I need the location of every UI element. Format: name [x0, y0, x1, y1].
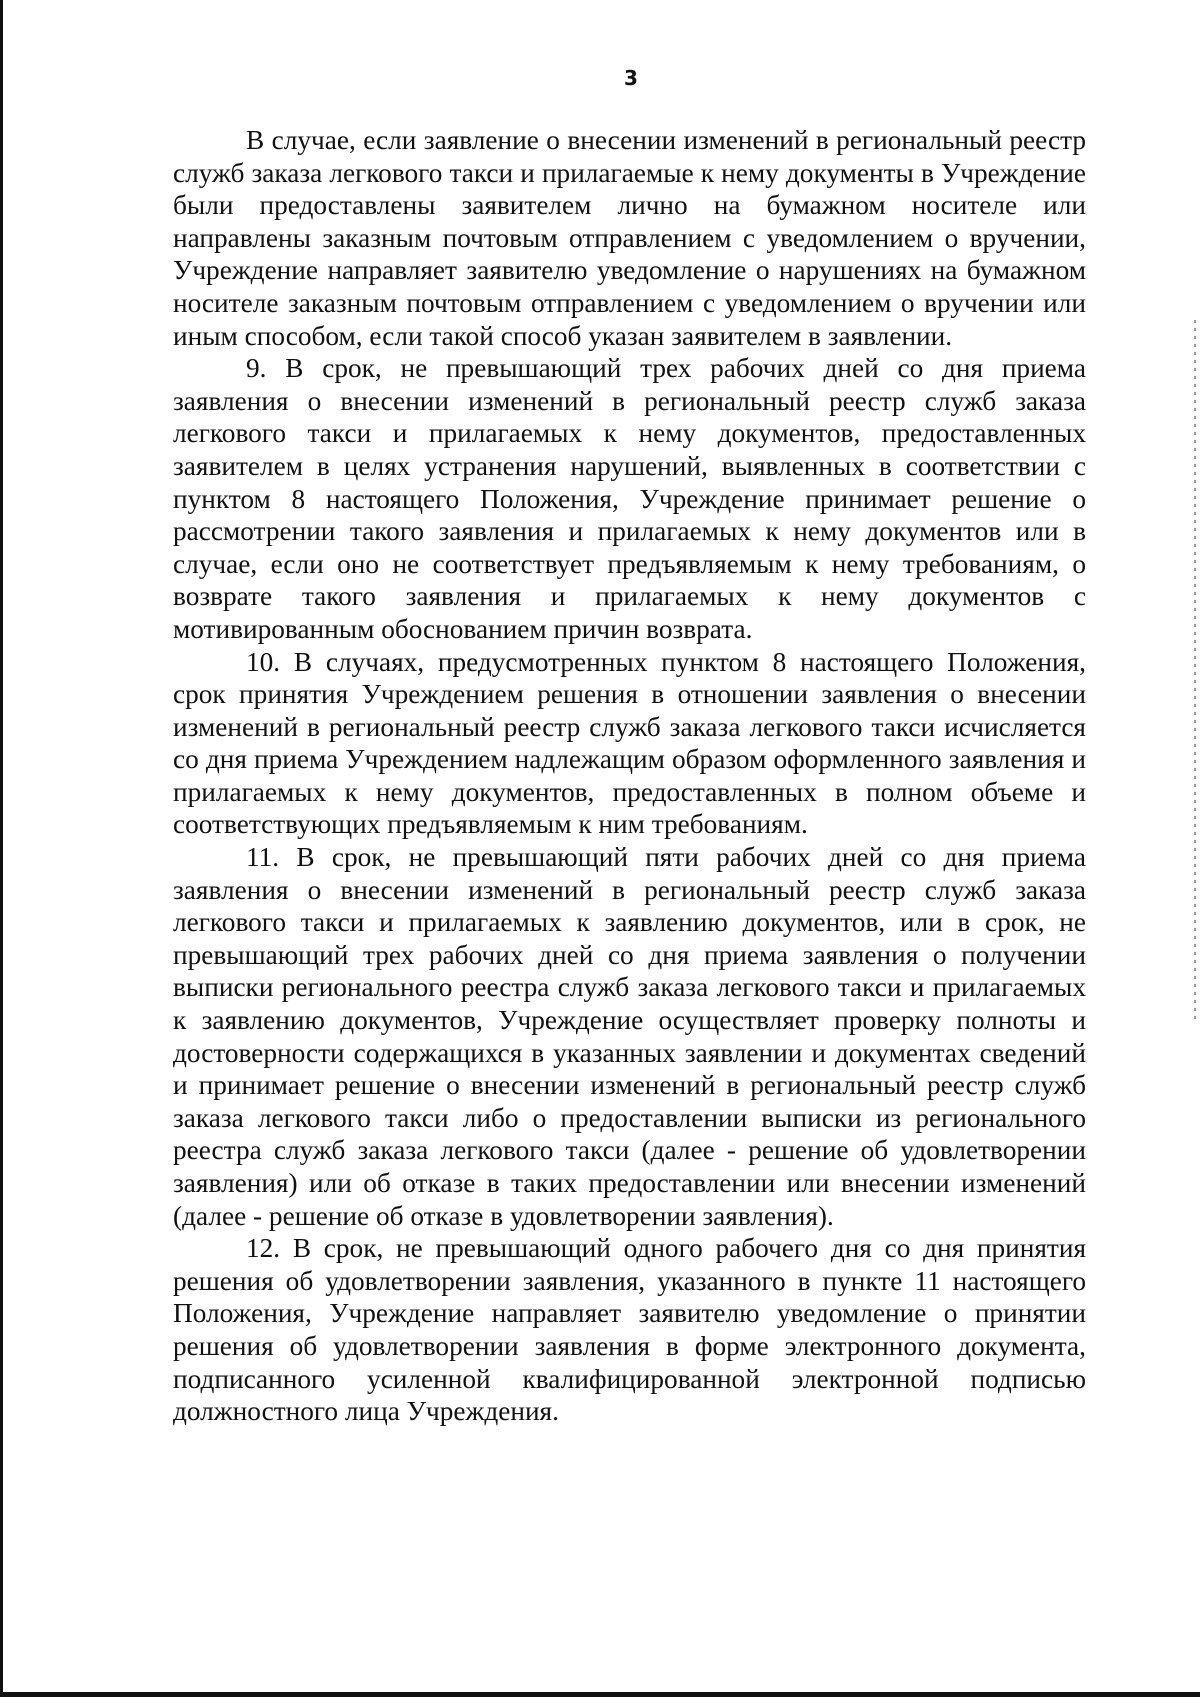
document-body	[173, 124, 1086, 1428]
paragraph-notification: В случае, если заявление о внесении изменений в региональный реестр служб заказа легкового такси и прилагаемые к нему документы в Учреждение были предоставлены заявителем лично на бумажном носителе или направлены заказным почтовым отправлением с уведомлением о вручении, Учреждение направляет заявителю уведомление о нарушениях на бумажном носителе заказным почтовым отправлением с уведомлением о вручении или иным способом, если такой способ указан заявителем в заявлении.	[173, 125, 1086, 351]
scan-left-edge	[0, 0, 3, 1697]
paragraph-12: 12. В срок, не превышающий одного рабочего дня со дня принятия решения об удовлетворении заявления, указанного в пункте 11 настоящего Положения, Учреждение направляет заявителю уведомление о принятии решения об удовлетворении заявления в форме электронного документа, подписанного усиленной квалифицированной электронной подписью должностного лица Учреждения.	[173, 1233, 1086, 1427]
scan-bottom-edge	[0, 1692, 1200, 1697]
scan-right-edge	[1194, 320, 1196, 1020]
paragraph-10: 10. В случаях, предусмотренных пунктом 8 настоящего Положения, срок принятия Учреждением решения в отношении заявления о внесении изменений в региональный реестр служб заказа легкового такси исчисляется со дня приема Учреждением надлежащим образом оформленного заявления и прилагаемых к нему документов, предоставленных в полном объеме и соответствующих предъявляемым к ним требованиям.	[173, 646, 1086, 840]
paragraph-9: 9. В срок, не превышающий трех рабочих дней со дня приема заявления о внесении изменений в региональный реестр служб заказа легкового такси и прилагаемых к нему документов, предоставленных заявителем в целях устранения нарушений, выявленных в соответствии с пунктом 8 настоящего Положения, Учреждение принимает решение о рассмотрении такого заявления и прилагаемых к нему документов или в случае, если оно не соответствует предъявляемым к нему требованиям, о возврате такого заявления и прилагаемых к нему документов с мотивированным обоснованием причин возврата.	[173, 353, 1086, 644]
paragraph-11: 11. В срок, не превышающий пяти рабочих дней со дня приема заявления о внесении изменений в региональный реестр служб заказа легкового такси и прилагаемых к заявлению документов, или в срок, не превышающий трех рабочих дней со дня приема заявления о получении выписки регионального реестра служб заказа легкового такси и прилагаемых к заявлению документов, Учреждение осуществляет проверку полноты и достоверности содержащихся в указанных заявлении и документах сведений и принимает решение о внесении изменений в региональный реестр служб заказа легкового такси либо о предоставлении выписки из регионального реестра служб заказа легкового такси (далее - решение об удовлетворении заявления) или об отказе в таких предоставлении или внесении изменений (далее - решение об отказе в удовлетворении заявления).	[173, 842, 1086, 1231]
page-number: 3	[624, 66, 638, 90]
